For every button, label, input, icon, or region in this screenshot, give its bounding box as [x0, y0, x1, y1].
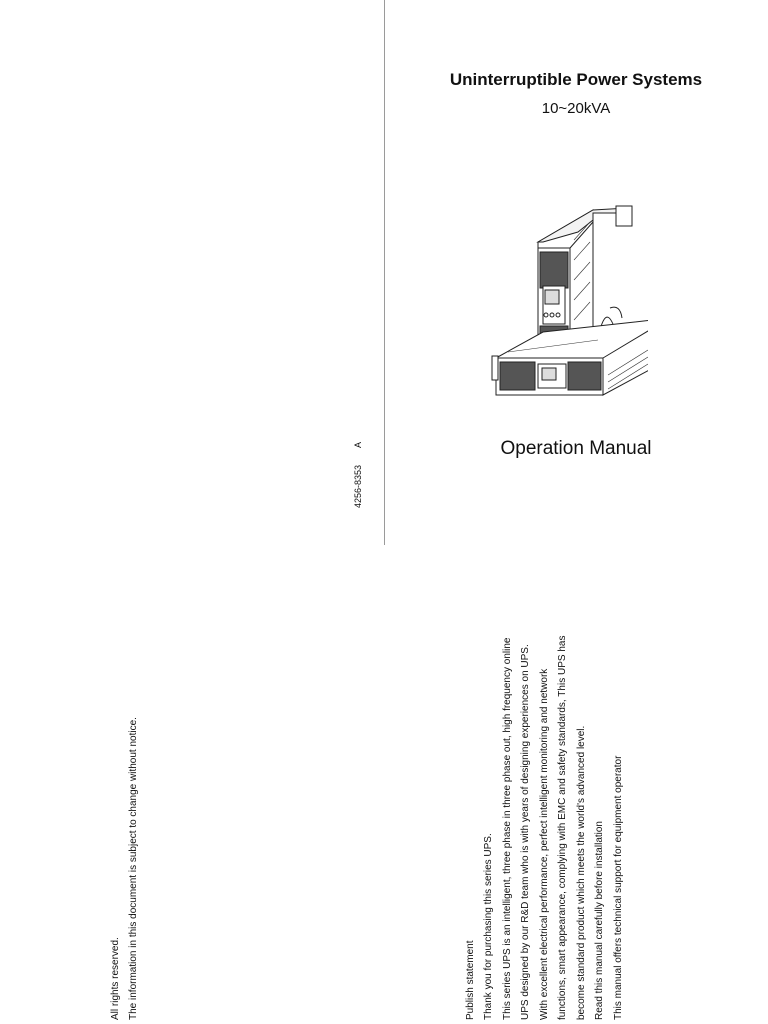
page-divider	[384, 0, 385, 545]
revision-letter: A	[353, 441, 363, 448]
document-code: 4256-8353	[353, 464, 363, 508]
publish-line: With excellent electrical performance, perfect intelligent monitoring and network	[539, 668, 550, 1020]
cover-manual-label: Operation Manual	[500, 438, 652, 459]
publish-line: become standard product which meets the world's advanced level.	[576, 725, 587, 1020]
ups-illustration	[488, 200, 648, 415]
publish-line: Thank you for purchasing this series UPS.	[483, 833, 494, 1020]
publish-line: UPS designed by our R&D team who is with years of designing experiences on UPS.	[520, 644, 531, 1020]
cover-subtitle: 10~20kVA	[541, 100, 611, 117]
publish-line: This manual offers technical support for equipment operator	[613, 755, 624, 1020]
publish-line: functions, smart appearance, complying with EMC and safety standards, This UPS has	[557, 635, 568, 1020]
cover-title: Uninterruptible Power Systems	[449, 70, 703, 89]
change-notice: The information in this document is subject to change without notice.	[128, 717, 139, 1020]
rights-reserved: All rights reserved.	[110, 937, 121, 1020]
publish-line: Read this manual carefully before installation	[594, 821, 605, 1020]
publish-line: This series UPS is an intelligent, three phase in three phase out, high frequency online	[502, 637, 513, 1020]
publish-line: Publish statement	[465, 940, 476, 1020]
